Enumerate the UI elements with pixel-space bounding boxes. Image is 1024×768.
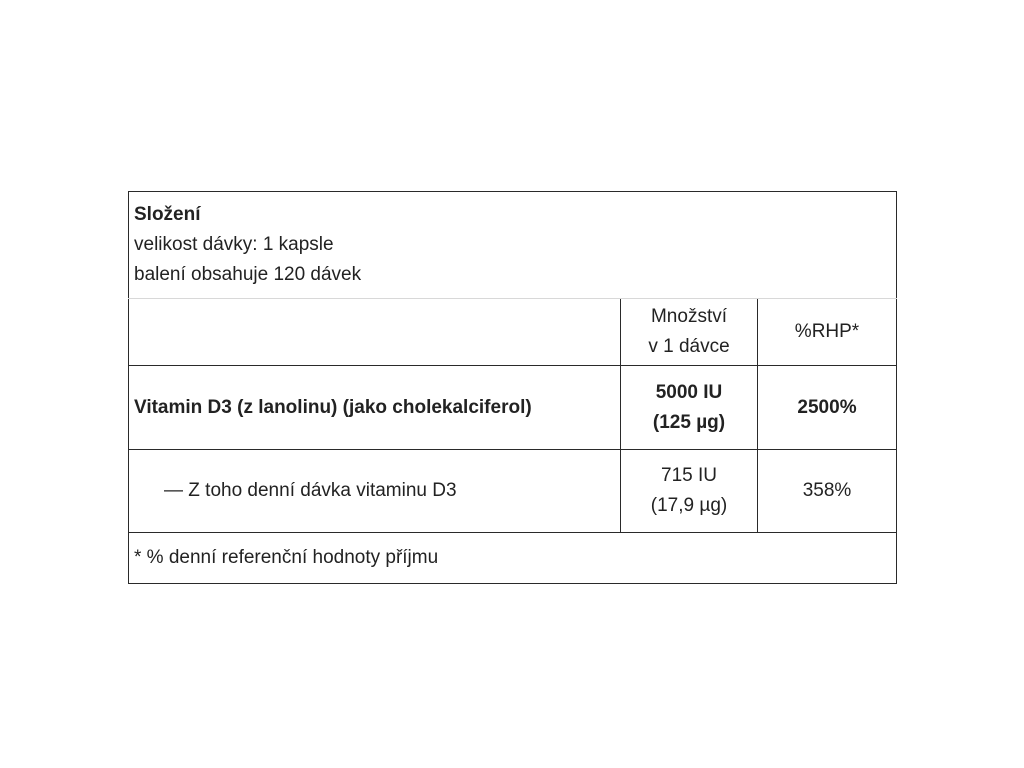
row-amount: [621, 450, 758, 533]
row-amount-line2: (125 µg): [652, 411, 726, 433]
table-row: [129, 366, 897, 450]
column-header-amount-line2: v 1 dávce: [648, 336, 730, 357]
row-amount-line1: 715 IU: [661, 465, 717, 486]
serving-size: velikost dávky: 1 kapsle: [134, 234, 334, 255]
header-cell: [129, 192, 897, 299]
table-title: Složení: [134, 204, 201, 225]
row-amount-line1: 5000 IU: [655, 381, 723, 403]
table-row: [129, 450, 897, 533]
servings-per-pack: balení obsahuje 120 dávek: [134, 264, 362, 285]
column-header-empty: [129, 299, 621, 366]
column-header-rhp: %RHP*: [758, 299, 897, 366]
row-name: Vitamin D3 (z lanolinu) (jako cholekalciferol): [129, 366, 621, 450]
row-amount: [621, 366, 758, 450]
row-amount-line2: (17,9 µg): [650, 495, 728, 516]
row-rhp: 358%: [758, 450, 897, 533]
header-row: [129, 192, 897, 299]
column-header-amount-line1: Množství: [650, 306, 728, 327]
column-header-amount: [621, 299, 758, 366]
row-name: — Z toho denní dávka vitaminu D3: [129, 450, 621, 533]
footnote: * % denní referenční hodnoty příjmu: [129, 533, 897, 584]
composition-table: [128, 191, 897, 584]
row-rhp: 2500%: [758, 366, 897, 450]
column-header-row: [129, 299, 897, 366]
footnote-row: [129, 533, 897, 584]
